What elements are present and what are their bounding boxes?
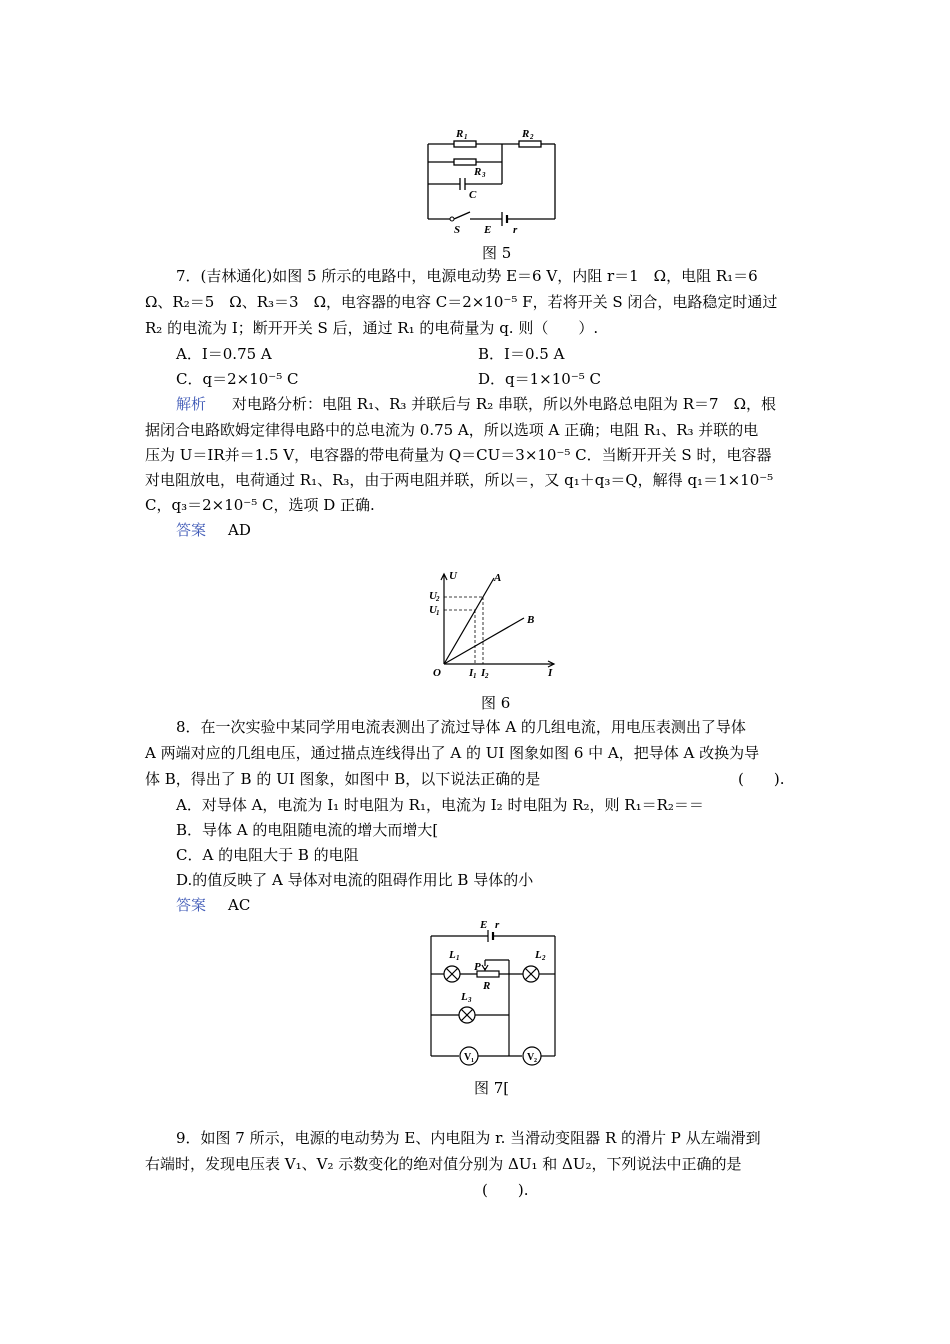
- q7-answer-label: 答案: [176, 521, 207, 539]
- fig6-label-i2: I: [481, 667, 486, 679]
- fig7-label-l3-sub: 3: [468, 996, 472, 1004]
- q7-option-b: B．I＝0.5 A: [478, 345, 565, 363]
- fig6-label-a: A: [494, 572, 502, 584]
- fig6-label-i: I: [548, 667, 553, 679]
- fig7-label-rr: R: [483, 980, 491, 992]
- q9-line-2: 右端时，发现电压表 V₁、V₂ 示数变化的绝对值分别为 ΔU₁ 和 ΔU₂，下列说法中正确的是: [145, 1155, 742, 1173]
- fig7-label-v1-sub: 1: [471, 1058, 474, 1064]
- fig6-label-b: B: [527, 614, 535, 626]
- q8-bracket: ( ).: [738, 770, 785, 788]
- q7-option-c: C．q＝2×10⁻⁵ C: [176, 370, 299, 388]
- fig6-label-u1-sub: 1: [436, 609, 440, 617]
- fig7-label-v2-sub: 2: [534, 1058, 537, 1064]
- fig7-label-l2-sub: 2: [542, 954, 546, 962]
- fig6-label-u2-sub: 2: [436, 595, 440, 603]
- fig5-label-r2-sub: 2: [530, 133, 534, 141]
- q8-option-a: A．对导体 A，电流为 I₁ 时电阻为 R₁，电流为 I₂ 时电阻为 R₂，则 R₁＝R₂＝＝: [176, 796, 704, 814]
- q7-answer: AD: [228, 521, 251, 539]
- fig6-label-u2: U: [429, 590, 437, 602]
- fig7-label-l3: L: [461, 991, 468, 1003]
- fig6-label-o: O: [433, 667, 441, 679]
- fig6-label-i1: I: [469, 667, 474, 679]
- fig5-label-r3-sub: 3: [482, 171, 486, 179]
- q8-line-3: 体 B，得出了 B 的 UI 图象，如图中 B，以下说法正确的是: [145, 770, 541, 788]
- figure-7-circuit: [425, 918, 561, 1066]
- q7-analysis-2: 据闭合电路欧姆定律得电路中的总电流为 0.75 A，所以选项 A 正确；电阻 R₁、R₃ 并联的电: [145, 421, 759, 439]
- q7-option-d: D．q＝1×10⁻⁵ C: [478, 370, 602, 388]
- q7-analysis-1: 对电路分析：电阻 R₁、R₃ 并联后与 R₂ 串联，所以外电路总电阻为 R＝7 Ω，根: [232, 395, 777, 413]
- q8-answer: AC: [228, 896, 251, 914]
- fig7-label-l1: L: [449, 949, 456, 961]
- fig7-caption: 图 7[: [474, 1079, 510, 1097]
- fig7-label-l2: L: [535, 949, 542, 961]
- fig6-label-i1-sub: 1: [473, 672, 477, 680]
- figure-6-ui-graph: [426, 566, 566, 684]
- q7-line-2: Ω、R₂＝5 Ω、R₃＝3 Ω，电容器的电容 C＝2×10⁻⁵ F，若将开关 S 闭合，电路稳定时通过: [145, 293, 778, 311]
- fig7-label-e: E: [480, 919, 488, 931]
- q7-analysis-3: 压为 U＝IR并＝1.5 V，电容器的带电荷量为 Q＝CU＝3×10⁻⁵ C．当断开开关 S 时，电容器: [145, 446, 772, 464]
- fig5-label-r3: R: [474, 166, 482, 178]
- fig5-label-r1: R: [456, 128, 464, 140]
- fig6-caption: 图 6: [481, 694, 511, 712]
- fig5-label-r2: R: [522, 128, 530, 140]
- q9-line-1: 9．如图 7 所示，电源的电动势为 E、内电阻为 r. 当滑动变阻器 R 的滑片 P 从左端滑到: [176, 1129, 761, 1147]
- fig7-label-r: r: [495, 919, 500, 931]
- fig6-label-i2-sub: 2: [485, 672, 489, 680]
- figure-5-circuit: [418, 122, 568, 234]
- q8-option-d: D.的值反映了 A 导体对电流的阻碍作用比 B 导体的小: [176, 871, 534, 889]
- q8-option-b: B．导体 A 的电阻随电流的增大而增大[: [176, 821, 439, 839]
- fig6-label-u: U: [449, 570, 457, 582]
- fig6-label-u1: U: [429, 604, 437, 616]
- q8-line-1: 8．在一次实验中某同学用电流表测出了流过导体 A 的几组电流，用电压表测出了导体: [176, 718, 746, 736]
- q9-bracket: ( ).: [482, 1181, 529, 1199]
- q7-analysis-4: 对电阻放电，电荷通过 R₁、R₃，由于两电阻并联，所以＝，又 q₁＋q₃＝Q，解得 q₁＝1×10⁻⁵: [145, 471, 774, 489]
- q7-line-1: 7．(吉林通化)如图 5 所示的电路中，电源电动势 E＝6 V，内阻 r＝1 Ω，电阻 R₁＝6: [176, 267, 758, 285]
- fig5-label-c: C: [469, 189, 477, 201]
- fig7-label-v1: V: [464, 1052, 472, 1063]
- fig7-label-p: P: [474, 961, 481, 973]
- fig5-label-r: r: [513, 224, 518, 234]
- fig5-label-e: E: [484, 224, 492, 234]
- q8-option-c: C．A 的电阻大于 B 的电阻: [176, 846, 359, 864]
- q7-analysis-5: C，q₃＝2×10⁻⁵ C，选项 D 正确.: [145, 496, 375, 514]
- fig5-label-r1-sub: 1: [464, 133, 468, 141]
- fig7-label-l1-sub: 1: [456, 954, 460, 962]
- q7-analysis-label: 解析: [176, 395, 207, 413]
- q7-line-3: R₂ 的电流为 I；断开开关 S 后，通过 R₁ 的电荷量为 q. 则（ ）.: [145, 319, 599, 337]
- q8-line-2: A 两端对应的几组电压，通过描点连线得出了 A 的 UI 图象如图 6 中 A，把导体 A 改换为导: [145, 744, 760, 762]
- fig5-label-s: S: [454, 224, 461, 234]
- fig7-label-v2: V: [527, 1052, 535, 1063]
- q8-answer-label: 答案: [176, 896, 207, 914]
- q7-option-a: A．I＝0.75 A: [176, 345, 272, 363]
- fig5-caption: 图 5: [482, 244, 512, 262]
